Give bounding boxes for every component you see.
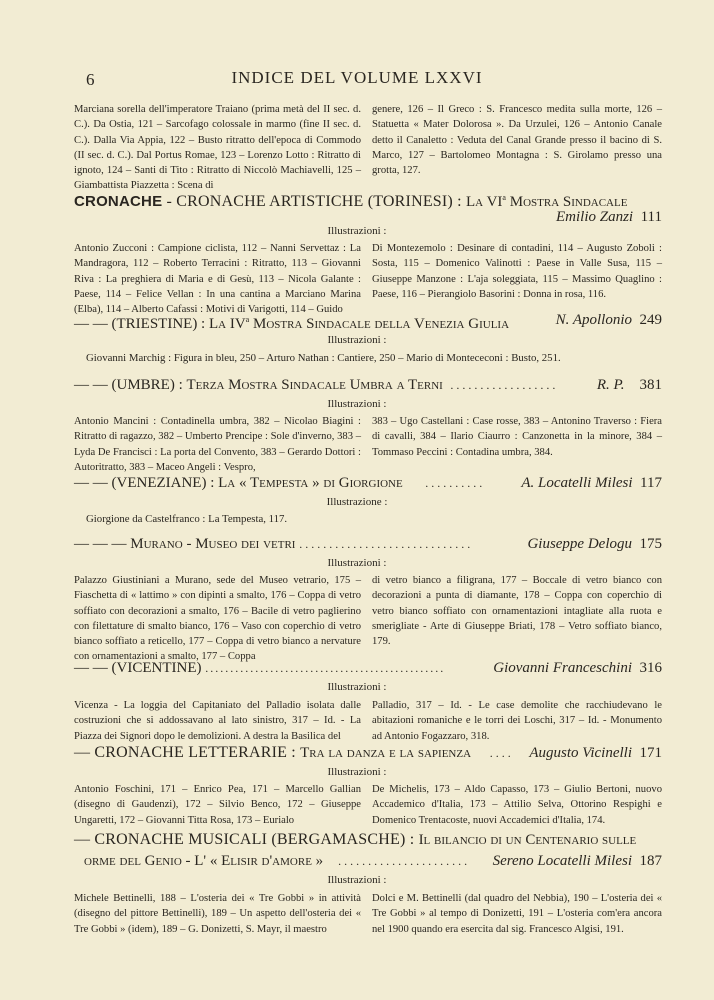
section-veneziane-illustrations: Giorgione da Castelfranco : La Tempesta, 117. bbox=[86, 513, 288, 525]
article-title: La « Tempesta » di Giorgione bbox=[218, 475, 403, 491]
author: Giuseppe Delogu bbox=[527, 536, 632, 552]
section-musicali-heading bbox=[74, 830, 662, 850]
dash: — — bbox=[74, 475, 112, 491]
section-vicentine-illustrations bbox=[74, 698, 662, 744]
illustrations-label: Illustrazioni : bbox=[327, 874, 387, 886]
superscript: a bbox=[245, 315, 250, 324]
dot-leaders: .... bbox=[489, 746, 514, 760]
section-title: - CRONACHE ARTISTICHE (TORINESI) : bbox=[162, 193, 466, 210]
section-musicali-heading-line2 bbox=[74, 851, 662, 871]
section-title: (UMBRE) : bbox=[111, 377, 187, 393]
author: A. Locatelli Milesi bbox=[521, 475, 633, 491]
left-column: Vicenza - La loggia del Capitaniato del Palladio isolata dalle costruzioni che si addossavano al lato sinistro, 317 – Id. - La Piazza dei Signori dopo le demolizioni. A destra la Basilica del bbox=[74, 700, 361, 742]
section-murano-illustrations bbox=[74, 573, 662, 665]
article-title: Terza Mostra Sindacale Umbra a Terni bbox=[186, 377, 443, 393]
top-right-column: genere, 126 – Il Greco : S. Francesco medita sulla morte, 126 – Statuetta « Mater Dolorosa ». Da Urzulei, 126 – Antonio Canale detto il Canaletto : Veduta del Canal Grande presso il bacino di S. Marco, 127 – Bartolomeo Montagna : S. Girolamo presso una grotta, 127. bbox=[372, 104, 662, 177]
author: Augusto Vicinelli bbox=[529, 745, 632, 761]
section-title: (VENEZIANE) : bbox=[111, 475, 219, 491]
illustrations-label: Illustrazioni : bbox=[327, 398, 387, 410]
top-continuation bbox=[74, 102, 662, 194]
dash: — bbox=[74, 744, 95, 761]
illustrations-label: Illustrazioni : bbox=[327, 225, 387, 237]
article-title: Tra la danza e la sapienza bbox=[300, 745, 472, 761]
dot-leaders: ...................... bbox=[338, 854, 471, 868]
page-ref: 381 bbox=[639, 377, 662, 393]
section-triestine-heading bbox=[74, 310, 662, 334]
top-left-column: Marciana sorella dell'imperatore Traiano (prima metà del II sec. d. C.). Da Ostia, 121 – Sarcofago colossale in marmo (fine II sec. d. C.). Dalla Via Appia, 122 – Busto ritratto dell'epoca di Commodo (II sec. d. C.). Dal Portus Romae, 123 – Lorenzo Lotto : Ritratto di ignoto, 124 – Santi di Tito : Ritratto di Niccolò Machiavelli, 125 – Giambattista Piazzetta : Scena di bbox=[74, 104, 361, 192]
section-umbre-illustrations bbox=[74, 414, 662, 475]
dot-leaders: .......... bbox=[425, 476, 486, 490]
page-number: 6 bbox=[86, 70, 95, 89]
section-title: (TRIESTINE) : bbox=[111, 316, 209, 332]
dot-leaders: .................. bbox=[450, 378, 559, 392]
cronache-label: CRONACHE bbox=[74, 193, 163, 210]
dot-leaders: ............................. bbox=[299, 537, 474, 551]
page-ref: 187 bbox=[639, 853, 662, 869]
dash: — — bbox=[74, 316, 112, 332]
left-column: Antonio Foschini, 171 – Enrico Pea, 171 – Marcello Gallian (disegno di Gaudenzi), 172 – Silvio Benco, 172 – Giuseppe Ungaretti, 172 – Giovanni Titta Rosa, 173 – Eurialo bbox=[74, 784, 361, 826]
section-umbre-heading bbox=[74, 375, 662, 395]
dash: — bbox=[74, 831, 95, 848]
left-column: Palazzo Giustiniani a Murano, sede del Museo vetrario, 175 – Fiaschetta di « lattimo » con dipinti a smalto, 176 – Coppa di vetro soffiato con decorazioni a smalto, 176 – Bacile di vetro paglierino con filettature di smalto bianco, 176 – Vaso con coperchio di vetro bianco soffiato a reticello, 177 – Coppa di vetro bianco a nervature con ornamentazioni a smalto, 177 – Coppa bbox=[74, 575, 361, 663]
author: R. P. bbox=[596, 377, 625, 393]
dash: — — bbox=[74, 660, 112, 676]
article-title-cont: Mostra Sindacale della Venezia Giulia bbox=[249, 316, 510, 332]
illustrations-label: Illustrazioni : bbox=[327, 681, 387, 693]
left-column: Antonio Zucconi : Campione ciclista, 112 – Nanni Servettaz : La Mandragora, 112 – Roberto Terracini : Ritratto, 113 – Giovanni Riva : La preghiera di Maria e di Gesù, 113 – Nicola Galante : Paese, 114 – Felice Vellan : In una cantina a Marciano Marina (Elba), 114 – Alberto Cafassi : Motivi di Varigotti, 114 – Guido bbox=[74, 243, 361, 316]
right-column: Di Montezemolo : Desinare di contadini, 114 – Augusto Zoboli : Sosta, 115 – Domenico Valinotti : Paese in Valle Susa, 115 – Giuseppe Manzone : L'aja soleggiata, 115 – Massimo Quaglino : Paese, 116 – Pierangiolo Basorini : Donna in rosa, 116. bbox=[372, 243, 662, 300]
article-title: Il bilancio di un Centenario sulle bbox=[418, 832, 637, 848]
page-ref: 175 bbox=[639, 536, 662, 552]
left-column: Michele Bettinelli, 188 – L'osteria dei « Tre Gobbi » in attività (disegno del pittore Bettinelli), 189 – Un aspetto dell'osteria dei « Tre Gobbi » (idem), 189 – G. Donizetti, S. Mayr, il maestro bbox=[74, 893, 361, 935]
section-torinesi-illustrations bbox=[74, 241, 662, 317]
right-column: di vetro bianco a filigrana, 177 – Boccale di vetro bianco con decorazioni a punta di diamante, 178 – Coppa con coperchio di vetro bianco soffiato con ornamentazioni intagliate alla ruota e smerigliate - Arte di Giuseppe Briati, 178 – Vetro soffiato bianco, 179. bbox=[372, 575, 662, 648]
running-head: INDICE DEL VOLUME LXXVI bbox=[231, 68, 483, 87]
article-title-cont: orme del Genio - L' « Elisir d'amore » bbox=[84, 853, 324, 869]
illustrations-label: Illustrazioni : bbox=[327, 557, 387, 569]
right-column: Palladio, 317 – Id. - Le case demolite che racchiudevano le abitazioni romaniche e le torri dei Loschi, 317 – Id. - Monumento ad Antonio Fogazzaro, 318. bbox=[372, 700, 662, 742]
page-ref: 316 bbox=[639, 660, 662, 676]
section-veneziane-heading bbox=[74, 473, 662, 493]
superscript: a bbox=[502, 193, 506, 202]
dash: — — bbox=[74, 377, 112, 393]
section-letterarie-illustrations bbox=[74, 782, 662, 828]
illustration-label: Illustrazione : bbox=[326, 496, 388, 508]
right-column: 383 – Ugo Castellani : Case rosse, 383 – Antonino Traverso : Fiera di cavalli, 384 – Ilario Ciaurro : Canzonetta in la minore, 384 – Tommaso Peccini : Contadina umbra, 384. bbox=[372, 416, 662, 458]
illustrations-label: Illustrazioni : bbox=[327, 334, 387, 346]
section-murano-heading bbox=[74, 534, 662, 554]
author: N. Apollonio bbox=[555, 312, 632, 328]
section-triestine-illustrations: Giovanni Marchig : Figura in bleu, 250 – Arturo Nathan : Cantiere, 250 – Mario di Montececoni : Busto, 251. bbox=[86, 352, 561, 364]
page-ref: 111 bbox=[640, 209, 662, 225]
dot-leaders: ................................................ bbox=[205, 661, 446, 675]
section-musicali-illustrations bbox=[74, 891, 662, 937]
article-title: La IV bbox=[208, 316, 246, 332]
right-column: Dolci e M. Bettinelli (dal quadro del Nebbia), 190 – L'osteria dei « Tre Gobbi » al tempo di Donizetti, 191 – L'osteria com'era ancora nel 1900 quando era esercita dal sig. Francesco Algisi, 191. bbox=[372, 893, 662, 935]
section-title: (VICENTINE) bbox=[111, 660, 202, 676]
article-title: Murano - Museo dei vetri bbox=[130, 536, 296, 552]
section-title: CRONACHE MUSICALI (BERGAMASCHE) : bbox=[94, 831, 419, 848]
page-ref: 171 bbox=[639, 745, 662, 761]
dash: — — — bbox=[74, 536, 131, 552]
author: Emilio Zanzi bbox=[556, 209, 634, 225]
section-letterarie-heading bbox=[74, 743, 662, 763]
page-ref: 117 bbox=[640, 475, 662, 491]
article-title: La VI bbox=[466, 194, 503, 210]
right-column: De Michelis, 173 – Aldo Capasso, 173 – Giulio Bertoni, nuovo Accademico d'Italia, 173 – Attilio Selva, Ottorino Respighi e Domenico Trentacoste, nuovi Accademici d'Italia, 174. bbox=[372, 784, 662, 826]
article-title-cont: Mostra Sindacale bbox=[505, 194, 628, 210]
section-vicentine-heading bbox=[74, 658, 662, 678]
author: Sereno Locatelli Milesi bbox=[492, 853, 632, 869]
section-title: CRONACHE LETTERARIE : bbox=[94, 744, 301, 761]
author: Giovanni Franceschini bbox=[493, 660, 632, 676]
illustrations-label: Illustrazioni : bbox=[327, 766, 387, 778]
page-ref: 249 bbox=[639, 312, 662, 328]
left-column: Antonio Mancini : Contadinella umbra, 382 – Nicolao Biagini : Ritratto di ragazzo, 382 – Umberto Prencipe : Sole d'inverno, 383 – Lyda De Francisci : La porta del Convento, 383 – Gerardo Dottori : Autoritratto, 383 – Maceo Angeli : Vespro, bbox=[74, 416, 361, 473]
